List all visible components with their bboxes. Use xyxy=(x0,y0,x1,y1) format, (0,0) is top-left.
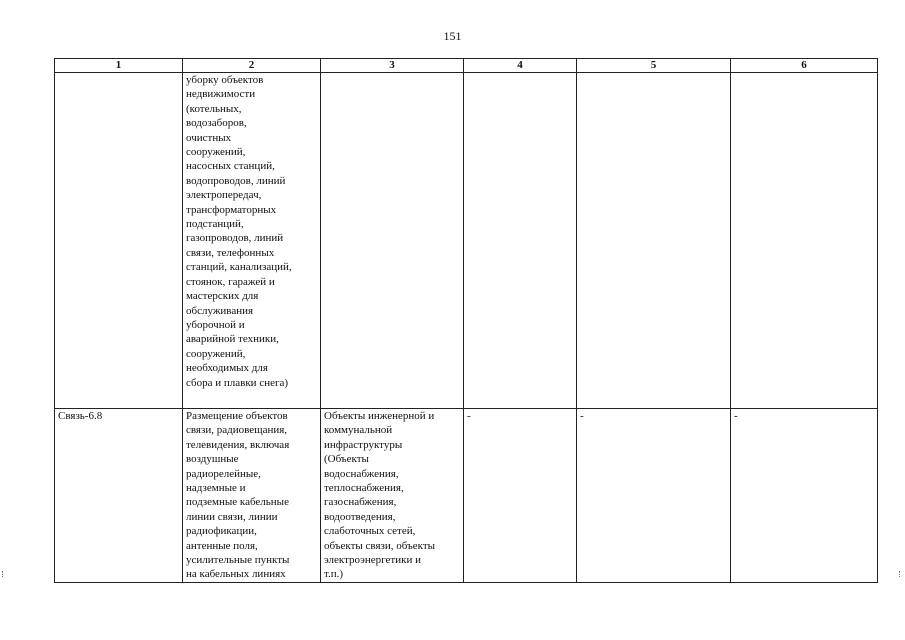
table-cell xyxy=(464,73,577,409)
cell-text: - xyxy=(580,410,584,422)
column-header-1: 1 xyxy=(55,59,183,73)
cell-text: Объекты инженерной и коммунальной инфраструктуры (Объекты водоснабжения, теплоснабжения, газоснабжения, водоотведения, слаботочных сетей, объекты связи, объекты электроэнергетики и т.п.) xyxy=(324,410,436,581)
table-cell xyxy=(183,409,321,583)
page-number: 151 xyxy=(443,29,462,43)
cell-text: уборку объектов недвижимости (котельных, водозаборов, очистных сооружений, насосных станций, водопроводов, линий электропередач, трансформаторных подстанций, газопроводов, линий связи, телефонных станций, канализаций, стоянок, гаражей и мастерских для обслуживания уборочной и аварийной техники, сооружений, необходимых для сбора и плавки снега) xyxy=(186,74,292,389)
table-cell xyxy=(464,409,577,583)
table-cell xyxy=(55,409,183,583)
table-row xyxy=(55,409,878,583)
table-cell xyxy=(55,73,183,409)
table-cell xyxy=(577,409,731,583)
cell-text: Размещение объектов связи, радиовещания, телевидения, включая воздушные радиорелейные, надземные и подземные кабельные линии связи, линии радиофикации, антенные поля, усилительные пункты на кабельных линиях xyxy=(186,410,290,581)
table-cell xyxy=(183,73,321,409)
cell-text: - xyxy=(734,410,738,422)
table-cell xyxy=(321,73,464,409)
column-header-4: 4 xyxy=(464,59,577,73)
scan-edge-mark-left xyxy=(2,571,6,577)
cell-text: Связь-6.8 xyxy=(58,410,103,422)
table-cell xyxy=(731,409,878,583)
table-cell xyxy=(321,409,464,583)
table-row xyxy=(55,73,878,409)
column-header-2: 2 xyxy=(183,59,321,73)
cell-text: - xyxy=(467,410,471,422)
scan-edge-mark-right xyxy=(899,571,903,577)
table-cell xyxy=(731,73,878,409)
column-header-5: 5 xyxy=(577,59,731,73)
table-cell xyxy=(577,73,731,409)
header-row xyxy=(55,59,878,73)
column-header-3: 3 xyxy=(321,59,464,73)
data-table xyxy=(54,58,878,583)
column-header-6: 6 xyxy=(731,59,878,73)
